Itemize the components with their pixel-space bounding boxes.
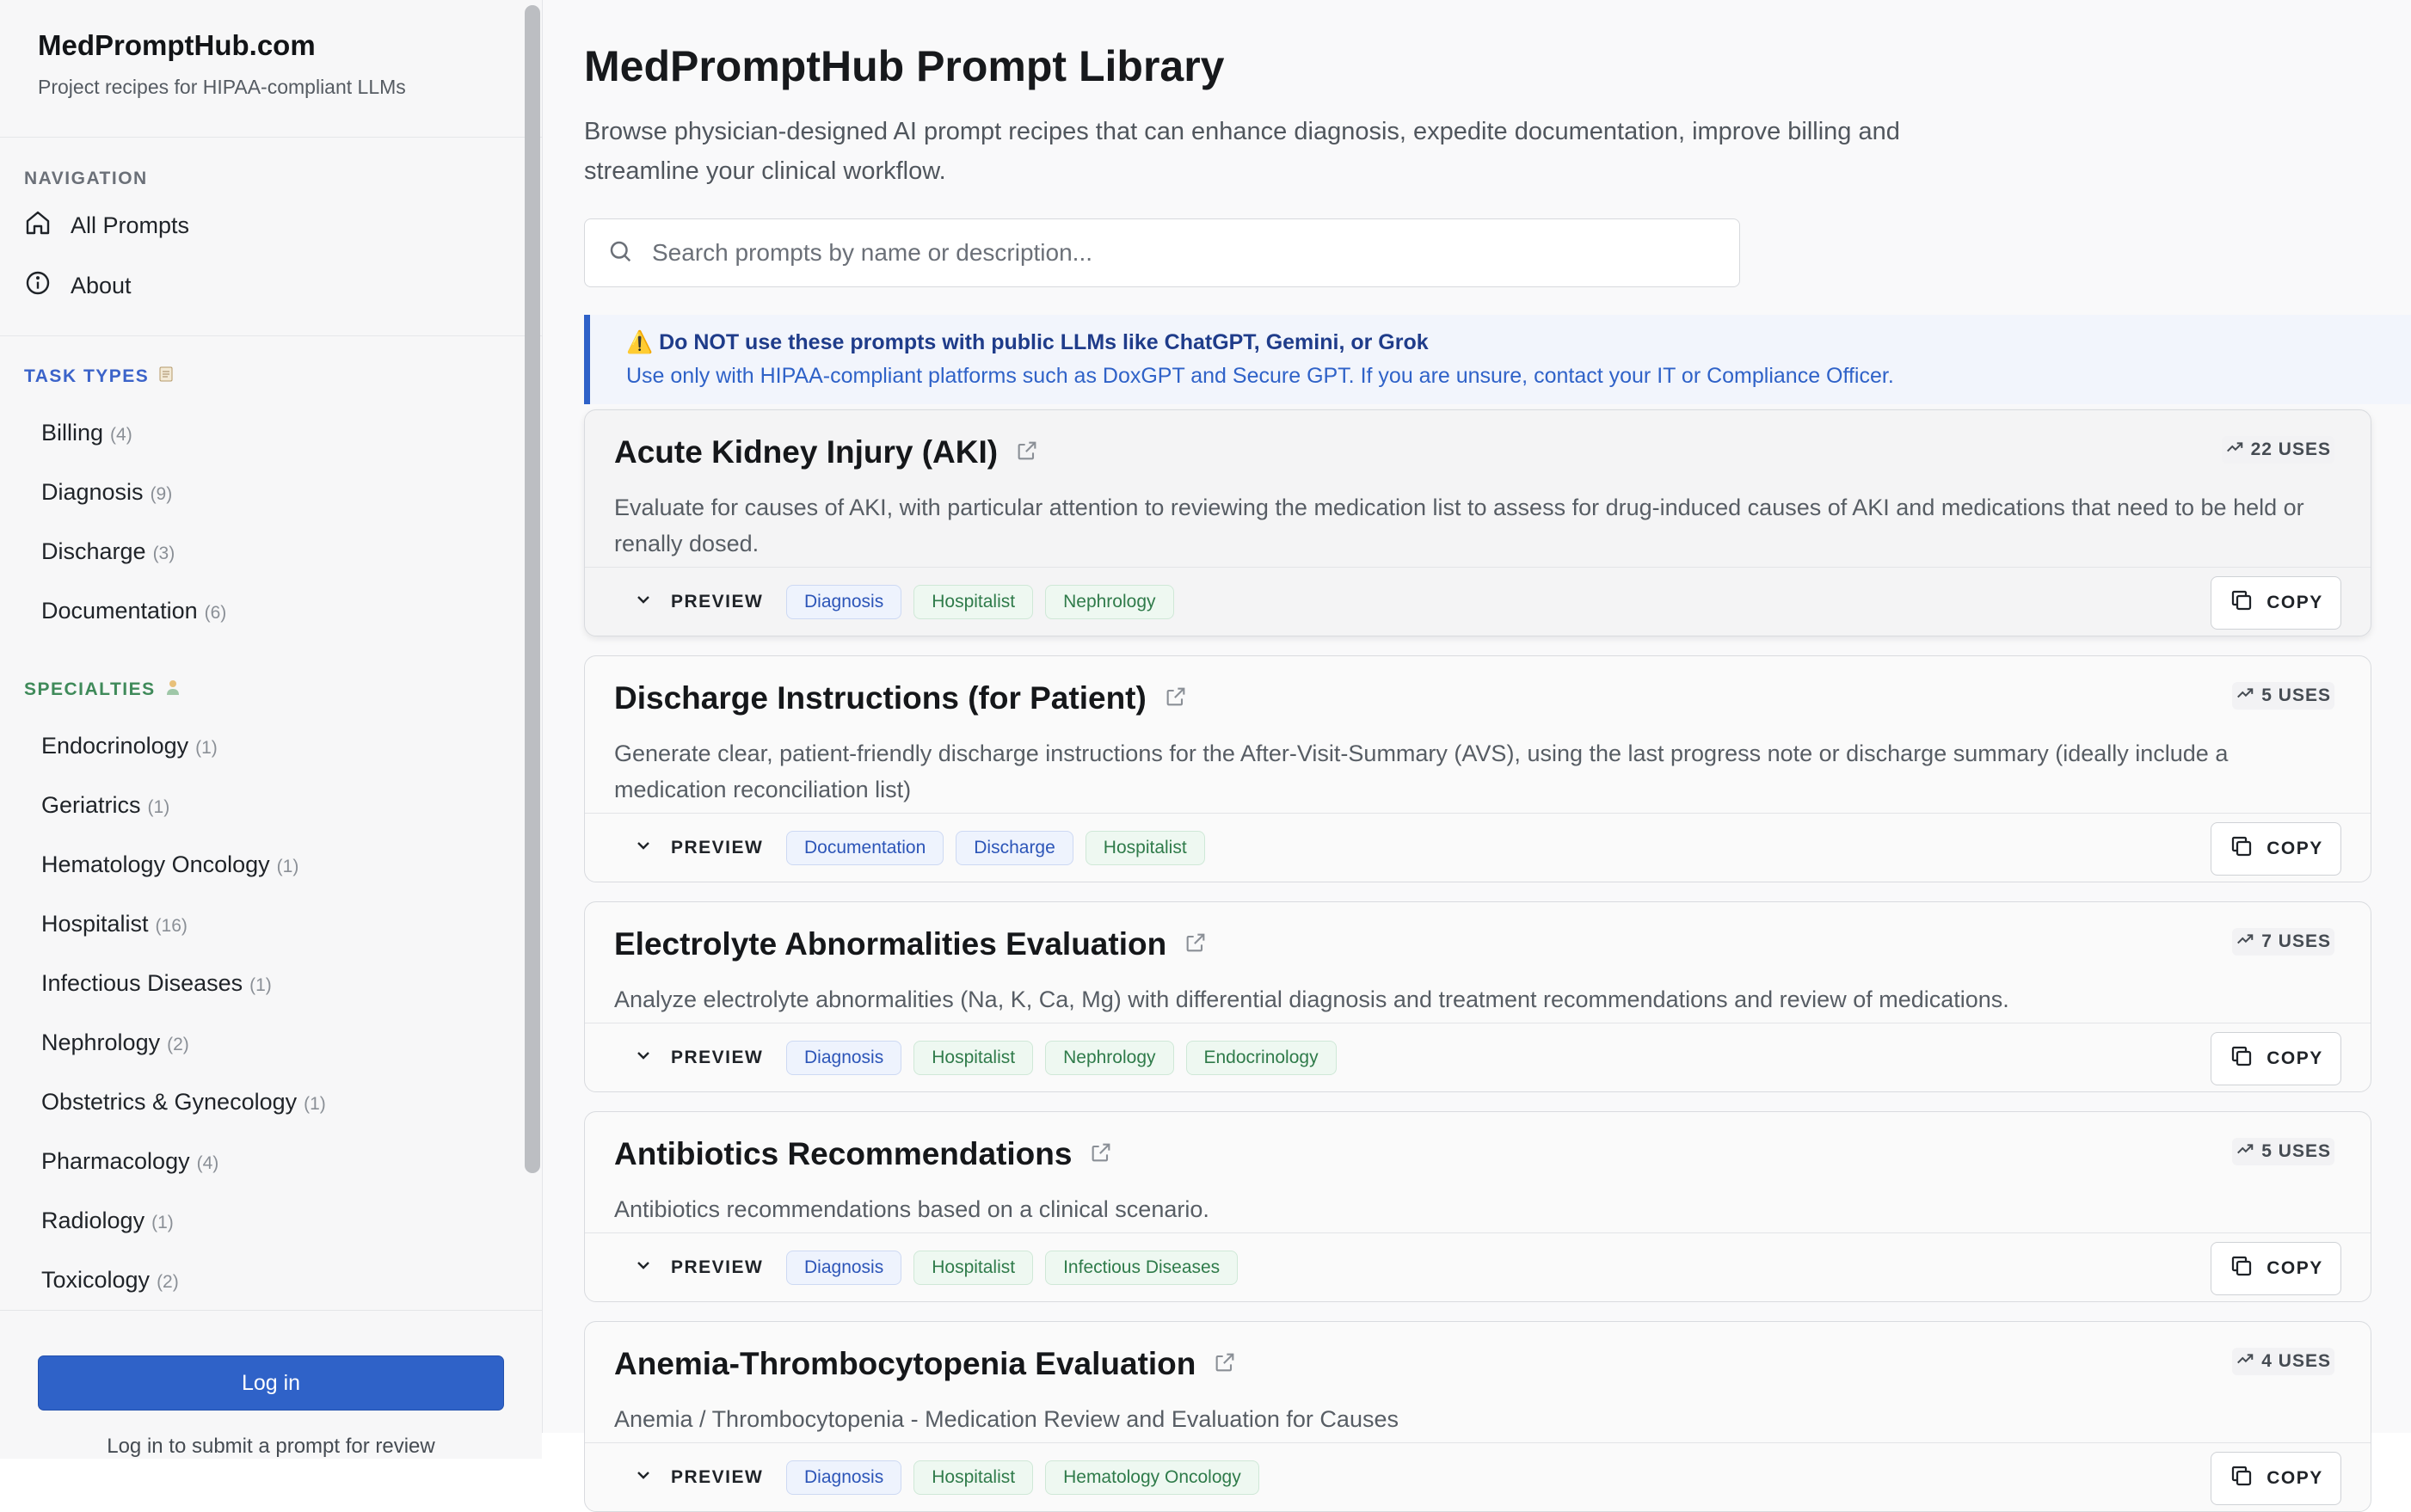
count: (1) [151, 1213, 174, 1232]
preview-toggle[interactable] [614, 835, 778, 861]
chevron-down-icon [633, 835, 654, 861]
external-link-icon[interactable] [1184, 931, 1208, 959]
task-type-diagnosis[interactable]: Diagnosis (9) [0, 463, 542, 522]
count: (4) [196, 1153, 219, 1173]
copy-icon [2229, 1043, 2254, 1074]
tag[interactable]: Discharge [956, 831, 1073, 865]
specialty-nephrology[interactable]: Nephrology (2) [0, 1013, 542, 1073]
preview-toggle[interactable] [614, 589, 778, 615]
preview-label: PREVIEW [671, 1047, 764, 1067]
task-types-section [0, 336, 542, 641]
chevron-down-icon [633, 1255, 654, 1281]
prompt-card[interactable] [584, 901, 2371, 1092]
count: (6) [204, 603, 227, 623]
tag[interactable]: Diagnosis [786, 585, 901, 619]
chevron-down-icon [633, 589, 654, 615]
uses-count: 7 USES [2261, 931, 2331, 951]
tag-list [786, 1041, 1337, 1075]
tag[interactable]: Endocrinology [1186, 1041, 1337, 1075]
count: (1) [276, 857, 299, 876]
uses-count: 5 USES [2261, 1141, 2331, 1161]
count: (4) [110, 425, 132, 445]
count: (2) [167, 1035, 189, 1054]
uses-badge [2232, 1348, 2334, 1375]
copy-icon [2229, 1253, 2254, 1284]
copy-button[interactable] [2211, 822, 2341, 876]
specialty-hospitalist[interactable]: Hospitalist (16) [0, 894, 542, 954]
page-title: MedPromptHub Prompt Library [584, 42, 1225, 90]
preview-toggle[interactable] [614, 1465, 778, 1490]
prompt-card-description: Evaluate for causes of AKI, with particular attention to reviewing the medication list to assess for drug-induced causes of AKI and medications that need to be held or renally dosed. [614, 495, 2304, 556]
login-button[interactable]: Log in [38, 1355, 504, 1411]
specialty-hematology-oncology[interactable]: Hematology Oncology (1) [0, 835, 542, 894]
prompt-card[interactable] [584, 1111, 2371, 1302]
task-types-label: TASK TYPES [0, 366, 542, 388]
preview-toggle[interactable] [614, 1255, 778, 1281]
task-type-documentation[interactable]: Documentation (6) [0, 581, 542, 641]
count: (1) [304, 1094, 326, 1114]
copy-icon [2229, 833, 2254, 864]
navigation-label: NAVIGATION [24, 169, 148, 188]
uses-badge [2232, 928, 2334, 956]
copy-label: COPY [2266, 1048, 2323, 1068]
copy-button[interactable] [2211, 1242, 2341, 1295]
external-link-icon[interactable] [1213, 1350, 1237, 1379]
specialty-endocrinology[interactable]: Endocrinology (1) [0, 716, 542, 776]
prompt-card-list [584, 409, 2411, 1512]
memo-icon [157, 366, 175, 388]
copy-label: COPY [2266, 839, 2323, 858]
specialty-pharmacology[interactable]: Pharmacology (4) [0, 1132, 542, 1191]
sidebar-footer [0, 1310, 542, 1459]
nav-item-all-prompts[interactable] [24, 201, 518, 249]
tag[interactable]: Hospitalist [913, 1041, 1033, 1075]
navigation-section [0, 138, 542, 336]
count: (2) [157, 1272, 179, 1292]
tag[interactable]: Diagnosis [786, 1251, 901, 1285]
uses-badge [2222, 436, 2334, 464]
specialties-label: SPECIALTIES [0, 679, 542, 701]
preview-label: PREVIEW [671, 591, 764, 612]
tag-list [786, 831, 1205, 865]
copy-label: COPY [2266, 1258, 2323, 1278]
sidebar-scrollbar-thumb[interactable] [525, 5, 540, 1173]
warning-title: ⚠️ Do NOT use these prompts with public LLMs like ChatGPT, Gemini, or Grok [626, 330, 1429, 354]
count: (9) [150, 484, 173, 504]
search-input[interactable] [652, 239, 1717, 267]
tag[interactable]: Nephrology [1045, 1041, 1173, 1075]
search-icon [607, 238, 633, 268]
prompt-card-description: Analyze electrolyte abnormalities (Na, K, Ca, Mg) with differential diagnosis and treatment recommendations and review of medications. [614, 986, 2009, 1012]
nav-item-label: About [71, 272, 132, 298]
prompt-card-description: Anemia / Thrombocytopenia - Medication Review and Evaluation for Causes [614, 1406, 1399, 1432]
warning-body: Use only with HIPAA-compliant platforms such as DoxGPT and Secure GPT. If you are unsure, contact your IT or Compliance Officer. [626, 364, 1894, 388]
prompt-card[interactable] [584, 1321, 2371, 1512]
preview-toggle[interactable] [614, 1045, 778, 1071]
count: (16) [155, 916, 188, 936]
count: (1) [195, 738, 218, 758]
count: (3) [152, 544, 175, 563]
prompt-card-title[interactable]: Antibiotics Recommendations [614, 1136, 1073, 1171]
home-icon [24, 209, 52, 243]
specialty-obstetrics-gynecology[interactable]: Obstetrics & Gynecology (1) [0, 1073, 542, 1132]
task-type-billing[interactable]: Billing (4) [0, 403, 542, 463]
prompt-card[interactable] [584, 655, 2371, 882]
tag[interactable]: Documentation [786, 831, 944, 865]
copy-label: COPY [2266, 593, 2323, 612]
tag[interactable]: Hospitalist [1086, 831, 1205, 865]
prompt-card[interactable] [584, 409, 2371, 636]
sidebar-scroll-area [0, 138, 542, 1310]
brand [0, 0, 542, 138]
brand-title[interactable]: MedPromptHub.com [38, 29, 316, 61]
brand-subtitle: Project recipes for HIPAA-compliant LLMs [38, 76, 406, 98]
external-link-icon[interactable] [1089, 1140, 1113, 1169]
specialty-infectious-diseases[interactable]: Infectious Diseases (1) [0, 954, 542, 1013]
uses-count: 5 USES [2261, 685, 2331, 705]
preview-label: PREVIEW [671, 837, 764, 857]
uses-badge [2232, 1138, 2334, 1165]
uses-count: 22 USES [2250, 439, 2331, 459]
prompt-card-title[interactable]: Acute Kidney Injury (AKI) [614, 434, 999, 470]
trending-up-icon [2225, 438, 2244, 462]
tag[interactable]: Infectious Diseases [1045, 1251, 1238, 1285]
specialties-section [0, 641, 542, 1310]
external-link-icon[interactable] [1164, 685, 1188, 713]
tag-list [786, 1460, 1259, 1495]
tag[interactable]: Hematology Oncology [1045, 1460, 1259, 1495]
copy-icon [2229, 587, 2254, 618]
trending-up-icon [2236, 1140, 2254, 1164]
specialty-geriatrics[interactable]: Geriatrics (1) [0, 776, 542, 835]
tag[interactable]: Hospitalist [913, 1460, 1033, 1495]
tag[interactable]: Hospitalist [913, 1251, 1033, 1285]
main-content [543, 0, 2411, 1488]
nav-item-label: All Prompts [71, 212, 190, 238]
copy-label: COPY [2266, 1468, 2323, 1488]
prompt-card-title[interactable]: Discharge Instructions (for Patient) [614, 680, 1147, 716]
prompt-card-description: Generate clear, patient-friendly discharge instructions for the After-Visit-Summary (AVS), using the last progress note or discharge summary (ideally include a medication reconciliation list) [614, 741, 2229, 802]
task-type-discharge[interactable]: Discharge (3) [0, 522, 542, 581]
nav-item-about[interactable] [24, 261, 518, 310]
info-icon [24, 269, 52, 303]
login-hint: Log in to submit a prompt for review [107, 1435, 435, 1458]
chevron-down-icon [633, 1465, 654, 1490]
copy-button[interactable] [2211, 1032, 2341, 1085]
uses-count: 4 USES [2261, 1351, 2331, 1371]
external-link-icon[interactable] [1015, 439, 1039, 467]
tag[interactable]: Diagnosis [786, 1041, 901, 1075]
count: (1) [249, 975, 272, 995]
count: (1) [147, 797, 170, 817]
chevron-down-icon [633, 1045, 654, 1071]
tag-list [786, 585, 1174, 619]
copy-button[interactable] [2211, 576, 2341, 630]
sidebar [0, 0, 543, 1458]
copy-button[interactable] [2211, 1452, 2341, 1505]
doctor-icon [164, 679, 181, 701]
tag[interactable]: Diagnosis [786, 1460, 901, 1495]
tag[interactable]: Nephrology [1045, 585, 1173, 619]
trending-up-icon [2236, 930, 2254, 954]
prompt-card-title[interactable]: Electrolyte Abnormalities Evaluation [614, 926, 1167, 962]
copy-icon [2229, 1463, 2254, 1494]
specialty-toxicology[interactable]: Toxicology (2) [0, 1251, 542, 1310]
trending-up-icon [2236, 684, 2254, 708]
trending-up-icon [2236, 1349, 2254, 1374]
hipaa-warning-banner [584, 315, 2411, 404]
preview-label: PREVIEW [671, 1466, 764, 1487]
prompt-card-description: Antibiotics recommendations based on a clinical scenario. [614, 1196, 1209, 1222]
tag-list [786, 1251, 1238, 1285]
tag[interactable]: Hospitalist [913, 585, 1033, 619]
specialty-radiology[interactable]: Radiology (1) [0, 1191, 542, 1251]
search-box[interactable] [584, 218, 1740, 287]
uses-badge [2232, 682, 2334, 710]
prompt-card-title[interactable]: Anemia-Thrombocytopenia Evaluation [614, 1346, 1196, 1381]
preview-label: PREVIEW [671, 1257, 764, 1277]
page-description: Browse physician-designed AI prompt recipes that can enhance diagnosis, expedite documentation, improve billing and streamline your clinical workflow. [584, 118, 1900, 185]
